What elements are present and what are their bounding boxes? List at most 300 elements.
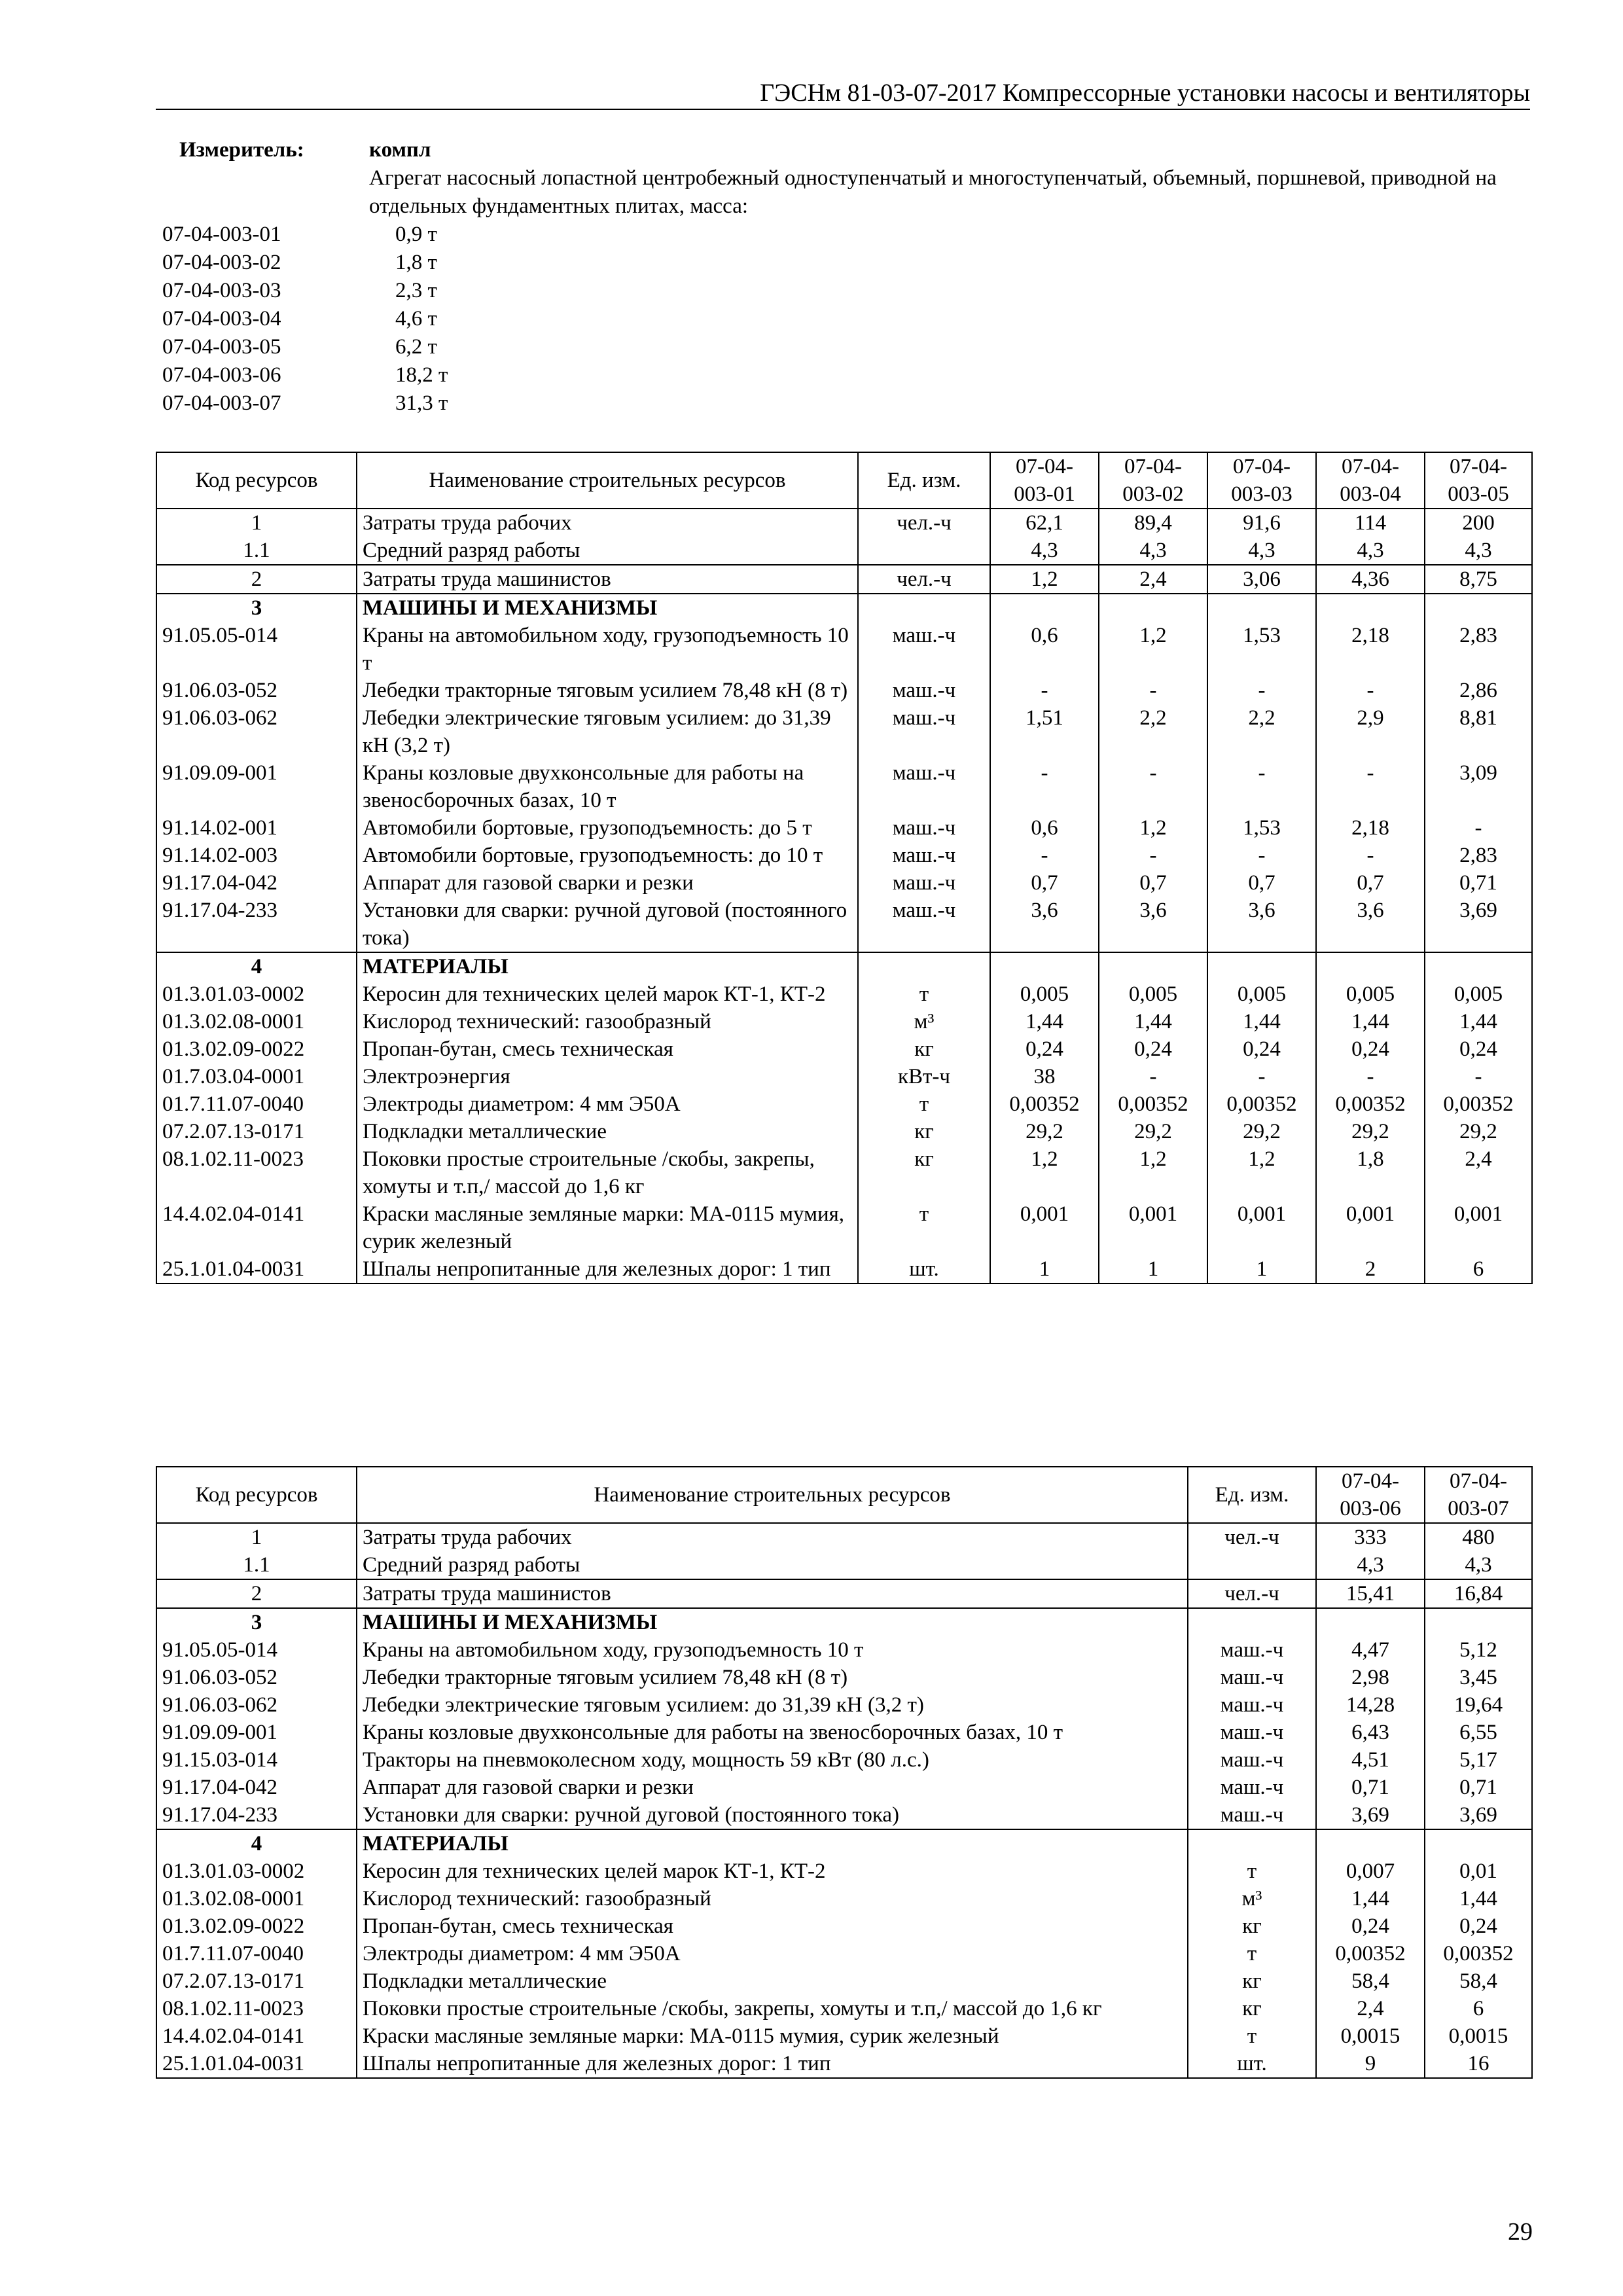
resource-code: 25.1.01.04-0031 [156,2050,357,2078]
resource-code: 01.7.11.07-0040 [156,1090,357,1118]
resource-value: 1,44 [1099,1008,1207,1035]
resource-unit: т [858,980,990,1008]
resource-name: Краны козловые двухконсольные для работы на звеносборочных базах, 10 т [357,1719,1188,1746]
resource-value: - [1207,1063,1316,1090]
resource-value: 0,00352 [1316,1940,1425,1967]
table-row [156,1967,1532,1995]
resource-code: 01.3.02.09-0022 [156,1912,357,1940]
resource-name: Поковки простые строительные /скобы, закрепы, хомуты и т.п,/ массой до 1,6 кг [357,1145,858,1200]
resource-value: 0,24 [1425,1912,1532,1940]
resource-name: МАТЕРИАЛЫ [357,1829,1188,1857]
resource-value: 200 [1425,509,1532,537]
resource-value: 8,75 [1425,565,1532,594]
resource-value: 0,001 [1099,1200,1207,1255]
resource-code: 91.06.03-052 [156,677,357,704]
table-row [156,814,1532,842]
resource-value: 4,3 [1207,537,1316,565]
table-row [156,1255,1532,1283]
resource-value: 1,2 [1099,622,1207,677]
resource-value: 1,51 [990,704,1099,759]
table-row [156,952,1532,980]
resource-value: - [1425,814,1532,842]
resource-value [1099,952,1207,980]
resource-name: Керосин для технических целей марок КТ-1, КТ-2 [357,1857,1188,1885]
table-row [156,759,1532,814]
resource-value: 1 [1207,1255,1316,1283]
resource-value: - [990,677,1099,704]
resource-unit: маш.-ч [858,704,990,759]
resource-name: Затраты труда рабочих [357,1523,1188,1551]
resource-value: 2,83 [1425,842,1532,869]
meter-item [156,249,1543,277]
resource-value: 1,44 [990,1008,1099,1035]
resource-value: 4,3 [1316,537,1425,565]
page-header [156,77,1530,110]
resource-code: 91.14.02-003 [156,842,357,869]
resource-value [1316,1829,1425,1857]
resource-unit [1188,1829,1316,1857]
resource-value: - [1207,759,1316,814]
resource-value: 1,44 [1425,1885,1532,1912]
resource-value: 19,64 [1425,1691,1532,1719]
resource-unit: маш.-ч [858,869,990,897]
resource-value: 4,3 [1099,537,1207,565]
resource-unit: т [1188,1857,1316,1885]
resource-value: 0,001 [990,1200,1099,1255]
resource-unit [858,952,990,980]
resource-value: 2,18 [1316,814,1425,842]
resource-unit: кг [1188,1995,1316,2022]
resource-value: 16,84 [1425,1579,1532,1608]
resource-value: 1,2 [990,1145,1099,1200]
resource-code: 14.4.02.04-0141 [156,1200,357,1255]
resource-code: 01.3.02.08-0001 [156,1008,357,1035]
resource-unit: маш.-ч [1188,1774,1316,1801]
resource-unit: кг [858,1035,990,1063]
resource-value: 1,8 [1316,1145,1425,1200]
resource-value: 14,28 [1316,1691,1425,1719]
resource-code: 4 [156,952,357,980]
resource-unit: т [1188,1940,1316,1967]
resource-value: 58,4 [1425,1967,1532,1995]
resource-value: 5,17 [1425,1746,1532,1774]
resource-value: 9 [1316,2050,1425,2078]
resource-value: 58,4 [1316,1967,1425,1995]
meter-item-code: 07-04-003-03 [162,279,281,302]
resource-value: 6 [1425,1255,1532,1283]
meter-item-value: 31,3 т [395,391,448,415]
resource-value: 3,09 [1425,759,1532,814]
resource-code: 91.17.04-042 [156,1774,357,1801]
resource-code: 08.1.02.11-0023 [156,1995,357,2022]
resource-value: 1,44 [1207,1008,1316,1035]
resource-value: 5,12 [1425,1636,1532,1664]
resource-code: 91.17.04-042 [156,869,357,897]
resource-value: 38 [990,1063,1099,1090]
resource-code: 07.2.07.13-0171 [156,1967,357,1995]
table-row [156,1857,1532,1885]
resource-unit: чел.-ч [1188,1579,1316,1608]
resource-unit: маш.-ч [858,622,990,677]
resource-value: 29,2 [1207,1118,1316,1145]
table-row [156,2022,1532,2050]
resource-unit: маш.-ч [858,677,990,704]
resource-code: 91.14.02-001 [156,814,357,842]
resource-value: 114 [1316,509,1425,537]
resource-value: 1,2 [1099,1145,1207,1200]
table-row [156,1145,1532,1200]
resource-value: 3,69 [1425,1801,1532,1829]
resource-name: Затраты труда машинистов [357,565,858,594]
resource-name: Средний разряд работы [357,537,858,565]
resource-value: 2,9 [1316,704,1425,759]
resource-value: 1,2 [1099,814,1207,842]
resource-value: 0,7 [990,869,1099,897]
meter-item-value: 0,9 т [395,223,437,246]
resource-unit: кг [858,1118,990,1145]
resource-value: 0,0015 [1316,2022,1425,2050]
resource-unit [1188,1551,1316,1579]
resource-unit: кВт-ч [858,1063,990,1090]
resource-unit: маш.-ч [1188,1636,1316,1664]
header-code: Код ресурсов [156,452,357,509]
resource-unit: м³ [1188,1885,1316,1912]
table-body [156,509,1532,1283]
resource-value: 0,0015 [1425,2022,1532,2050]
table-row [156,980,1532,1008]
resource-name: Аппарат для газовой сварки и резки [357,1774,1188,1801]
resource-code: 01.3.01.03-0002 [156,980,357,1008]
resource-unit: кг [858,1145,990,1200]
resource-name: Электроды диаметром: 4 мм Э50А [357,1940,1188,1967]
resource-value: 0,001 [1207,1200,1316,1255]
header-unit: Ед. изм. [858,452,990,509]
resource-value: - [1207,842,1316,869]
resource-name: Установки для сварки: ручной дуговой (постоянного тока) [357,1801,1188,1829]
resource-name: Установки для сварки: ручной дуговой (постоянного тока) [357,897,858,952]
resource-code: 25.1.01.04-0031 [156,1255,357,1283]
resource-name: Аппарат для газовой сварки и резки [357,869,858,897]
resource-unit: шт. [1188,2050,1316,2078]
table-row [156,842,1532,869]
resource-unit: маш.-ч [858,842,990,869]
resource-code: 91.05.05-014 [156,622,357,677]
table-row [156,677,1532,704]
resource-name: Лебедки электрические тяговым усилием: до 31,39 кН (3,2 т) [357,704,858,759]
table-row [156,1995,1532,2022]
resource-value: 2,18 [1316,622,1425,677]
resource-value: 8,81 [1425,704,1532,759]
resource-value: 0,007 [1316,1857,1425,1885]
table-row [156,1719,1532,1746]
meter-item-code: 07-04-003-06 [162,363,281,387]
meter-block [156,136,1543,418]
resource-value: 29,2 [1425,1118,1532,1145]
resource-code: 1 [156,509,357,537]
table-row [156,1118,1532,1145]
header-code: Код ресурсов [156,1467,357,1523]
table-row [156,565,1532,594]
resource-value: 0,005 [1207,980,1316,1008]
table-row [156,2050,1532,2078]
resource-value: 15,41 [1316,1579,1425,1608]
resource-unit: маш.-ч [1188,1664,1316,1691]
resource-code: 4 [156,1829,357,1857]
resource-value: 0,005 [1425,980,1532,1008]
meter-item-value: 2,3 т [395,279,437,302]
header-unit: Ед. изм. [1188,1467,1316,1523]
resource-value: 0,24 [1207,1035,1316,1063]
table-row [156,1774,1532,1801]
resource-unit: т [858,1090,990,1118]
resource-name: Керосин для технических целей марок КТ-1, КТ-2 [357,980,858,1008]
document-title: ГЭСНм 81-03-07-2017 Компрессорные установки насосы и вентиляторы [760,79,1530,107]
table-row [156,1664,1532,1691]
table-row [156,1523,1532,1551]
table-row [156,1829,1532,1857]
resource-name: Электроды диаметром: 4 мм Э50А [357,1090,858,1118]
meter-item [156,333,1543,361]
table-row [156,1200,1532,1255]
table-row [156,594,1532,622]
resource-value: 2,4 [1425,1145,1532,1200]
resource-code: 08.1.02.11-0023 [156,1145,357,1200]
resource-code: 01.7.03.04-0001 [156,1063,357,1090]
resource-value: 3,69 [1425,897,1532,952]
resource-value: 0,01 [1425,1857,1532,1885]
table-row [156,509,1532,537]
resource-code: 01.3.02.08-0001 [156,1885,357,1912]
resource-name: Лебедки тракторные тяговым усилием 78,48 кН (8 т) [357,1664,1188,1691]
meter-item-code: 07-04-003-07 [162,391,281,415]
meter-description: Агрегат насосный лопастной центробежный одноступенчатый и многоступенчатый, объемный, поршневой, приводной на отдельных фундаментных плитах, масса: [369,166,1497,218]
resource-name: Лебедки тракторные тяговым усилием 78,48 кН (8 т) [357,677,858,704]
resource-value: 0,24 [1316,1035,1425,1063]
resource-value: - [1425,1063,1532,1090]
resource-value: 0,001 [1316,1200,1425,1255]
table-row [156,869,1532,897]
header-name: Наименование строительных ресурсов [357,1467,1188,1523]
table-row [156,1746,1532,1774]
table-row [156,1551,1532,1579]
resource-code: 3 [156,1608,357,1636]
resource-value: 16 [1425,2050,1532,2078]
resource-value: 333 [1316,1523,1425,1551]
resource-value: 0,7 [1099,869,1207,897]
resource-value: 0,00352 [990,1090,1099,1118]
resource-code: 91.15.03-014 [156,1746,357,1774]
resource-code: 91.09.09-001 [156,759,357,814]
resource-unit: чел.-ч [858,565,990,594]
header-norm: 07-04-003-03 [1207,452,1316,509]
resource-name: Краски масляные земляные марки: МА-0115 мумия, сурик железный [357,1200,858,1255]
resource-name: Кислород технический: газообразный [357,1885,1188,1912]
table-row [156,1579,1532,1608]
resource-value: 2,83 [1425,622,1532,677]
resource-value: 0,24 [1316,1912,1425,1940]
resource-code: 91.17.04-233 [156,1801,357,1829]
resource-value: - [1099,842,1207,869]
resource-code: 91.06.03-052 [156,1664,357,1691]
resource-unit: кг [1188,1912,1316,1940]
resource-value: 4,3 [1425,537,1532,565]
resource-value: 0,71 [1425,1774,1532,1801]
resource-value: - [1207,677,1316,704]
resource-value [1316,1608,1425,1636]
resource-value [1316,594,1425,622]
table-row [156,1063,1532,1090]
resource-value: - [1316,677,1425,704]
meter-item [156,305,1543,333]
resource-value: - [1316,842,1425,869]
resource-value: 0,6 [990,814,1099,842]
resource-unit: маш.-ч [858,897,990,952]
resource-value: 4,3 [1425,1551,1532,1579]
resource-code: 1.1 [156,1551,357,1579]
resource-name: Автомобили бортовые, грузоподъемность: до 10 т [357,842,858,869]
resource-code: 01.3.02.09-0022 [156,1035,357,1063]
resource-value: 4,3 [990,537,1099,565]
header-norm: 07-04-003-06 [1316,1467,1425,1523]
resource-unit: маш.-ч [858,814,990,842]
meter-unit: компл [369,138,431,162]
resource-value: 29,2 [990,1118,1099,1145]
resource-code: 91.06.03-062 [156,704,357,759]
table-row [156,1008,1532,1035]
header-norm: 07-04-003-05 [1425,452,1532,509]
resource-value: 0,00352 [1099,1090,1207,1118]
resource-name: Автомобили бортовые, грузоподъемность: до 5 т [357,814,858,842]
resource-name: МАТЕРИАЛЫ [357,952,858,980]
resource-value: 0,71 [1425,869,1532,897]
meter-item-code: 07-04-003-01 [162,223,281,246]
header-norm: 07-04-003-04 [1316,452,1425,509]
meter-item-code: 07-04-003-05 [162,335,281,359]
resource-value: 2,4 [1316,1995,1425,2022]
table-row [156,1940,1532,1967]
resource-value: 1,44 [1316,1885,1425,1912]
resource-value: 6,55 [1425,1719,1532,1746]
page-number: 29 [1508,2218,1533,2246]
table-row [156,1636,1532,1664]
resource-value: 89,4 [1099,509,1207,537]
resource-unit [1188,1608,1316,1636]
resource-code: 14.4.02.04-0141 [156,2022,357,2050]
resource-value: 1,44 [1425,1008,1532,1035]
resource-value: 0,005 [1316,980,1425,1008]
resource-value: 3,6 [1316,897,1425,952]
resource-value [1425,1829,1532,1857]
resources-table-1 [156,452,1533,1284]
resource-unit [858,537,990,565]
meter-item-code: 07-04-003-02 [162,251,281,274]
resource-value: 0,6 [990,622,1099,677]
resource-unit: маш.-ч [1188,1801,1316,1829]
resource-value: 3,6 [1099,897,1207,952]
table-row [156,622,1532,677]
header-norm: 07-04-003-01 [990,452,1099,509]
resource-value: 0,24 [990,1035,1099,1063]
resource-value: 0,24 [1099,1035,1207,1063]
resource-value: 0,7 [1207,869,1316,897]
meter-item [156,389,1543,418]
resource-code: 01.7.11.07-0040 [156,1940,357,1967]
resource-unit: кг [1188,1967,1316,1995]
meter-item [156,361,1543,389]
resource-unit [858,594,990,622]
resource-value: 91,6 [1207,509,1316,537]
resource-name: Краны козловые двухконсольные для работы на звеносборочных базах, 10 т [357,759,858,814]
resource-unit: т [1188,2022,1316,2050]
resource-value [1425,952,1532,980]
resource-value: 1,53 [1207,814,1316,842]
meter-item-value: 4,6 т [395,307,437,331]
resource-value: 2,4 [1099,565,1207,594]
resource-name: Шпалы непропитанные для железных дорог: 1 тип [357,1255,858,1283]
resource-unit: м³ [858,1008,990,1035]
resource-value: 62,1 [990,509,1099,537]
table-row [156,704,1532,759]
resource-value: - [1099,759,1207,814]
resource-code: 1.1 [156,537,357,565]
meter-item-value: 6,2 т [395,335,437,359]
table-row [156,1691,1532,1719]
resource-name: Средний разряд работы [357,1551,1188,1579]
resource-name: Краны на автомобильном ходу, грузоподъемность 10 т [357,622,858,677]
meter-item-value: 1,8 т [395,251,437,274]
resource-name: Пропан-бутан, смесь техническая [357,1035,858,1063]
table-row [156,1885,1532,1912]
resource-name: Затраты труда машинистов [357,1579,1188,1608]
meter-item [156,277,1543,305]
resource-value: - [1316,759,1425,814]
resource-value: - [990,759,1099,814]
resource-value: 29,2 [1099,1118,1207,1145]
table-row [156,1090,1532,1118]
meter-item-value: 18,2 т [395,363,448,387]
resource-value: 3,69 [1316,1801,1425,1829]
resource-code: 91.17.04-233 [156,897,357,952]
resource-name: Поковки простые строительные /скобы, закрепы, хомуты и т.п,/ массой до 1,6 кг [357,1995,1188,2022]
resource-value: 4,51 [1316,1746,1425,1774]
meter-item-code: 07-04-003-04 [162,307,281,331]
table-row [156,1608,1532,1636]
table-row [156,1035,1532,1063]
resource-value: 0,005 [1099,980,1207,1008]
resource-name: Краны на автомобильном ходу, грузоподъемность 10 т [357,1636,1188,1664]
resource-value: 3,6 [1207,897,1316,952]
resource-value: 1,53 [1207,622,1316,677]
resource-value: 2,2 [1099,704,1207,759]
resource-value: 2,86 [1425,677,1532,704]
resource-value: 3,45 [1425,1664,1532,1691]
meter-label: Измеритель: [179,138,304,162]
resource-code: 91.09.09-001 [156,1719,357,1746]
resource-code: 2 [156,565,357,594]
resource-value: 0,71 [1316,1774,1425,1801]
resource-name: Электроэнергия [357,1063,858,1090]
resource-value: 0,005 [990,980,1099,1008]
resource-value: 4,47 [1316,1636,1425,1664]
resource-value: - [1099,677,1207,704]
resources-table-2 [156,1466,1533,2079]
resource-name: Краски масляные земляные марки: МА-0115 мумия, сурик железный [357,2022,1188,2050]
table-row [156,537,1532,565]
resource-value: 0,24 [1425,1035,1532,1063]
meter-item [156,221,1543,249]
resource-value [1099,594,1207,622]
resource-value: 0,001 [1425,1200,1532,1255]
